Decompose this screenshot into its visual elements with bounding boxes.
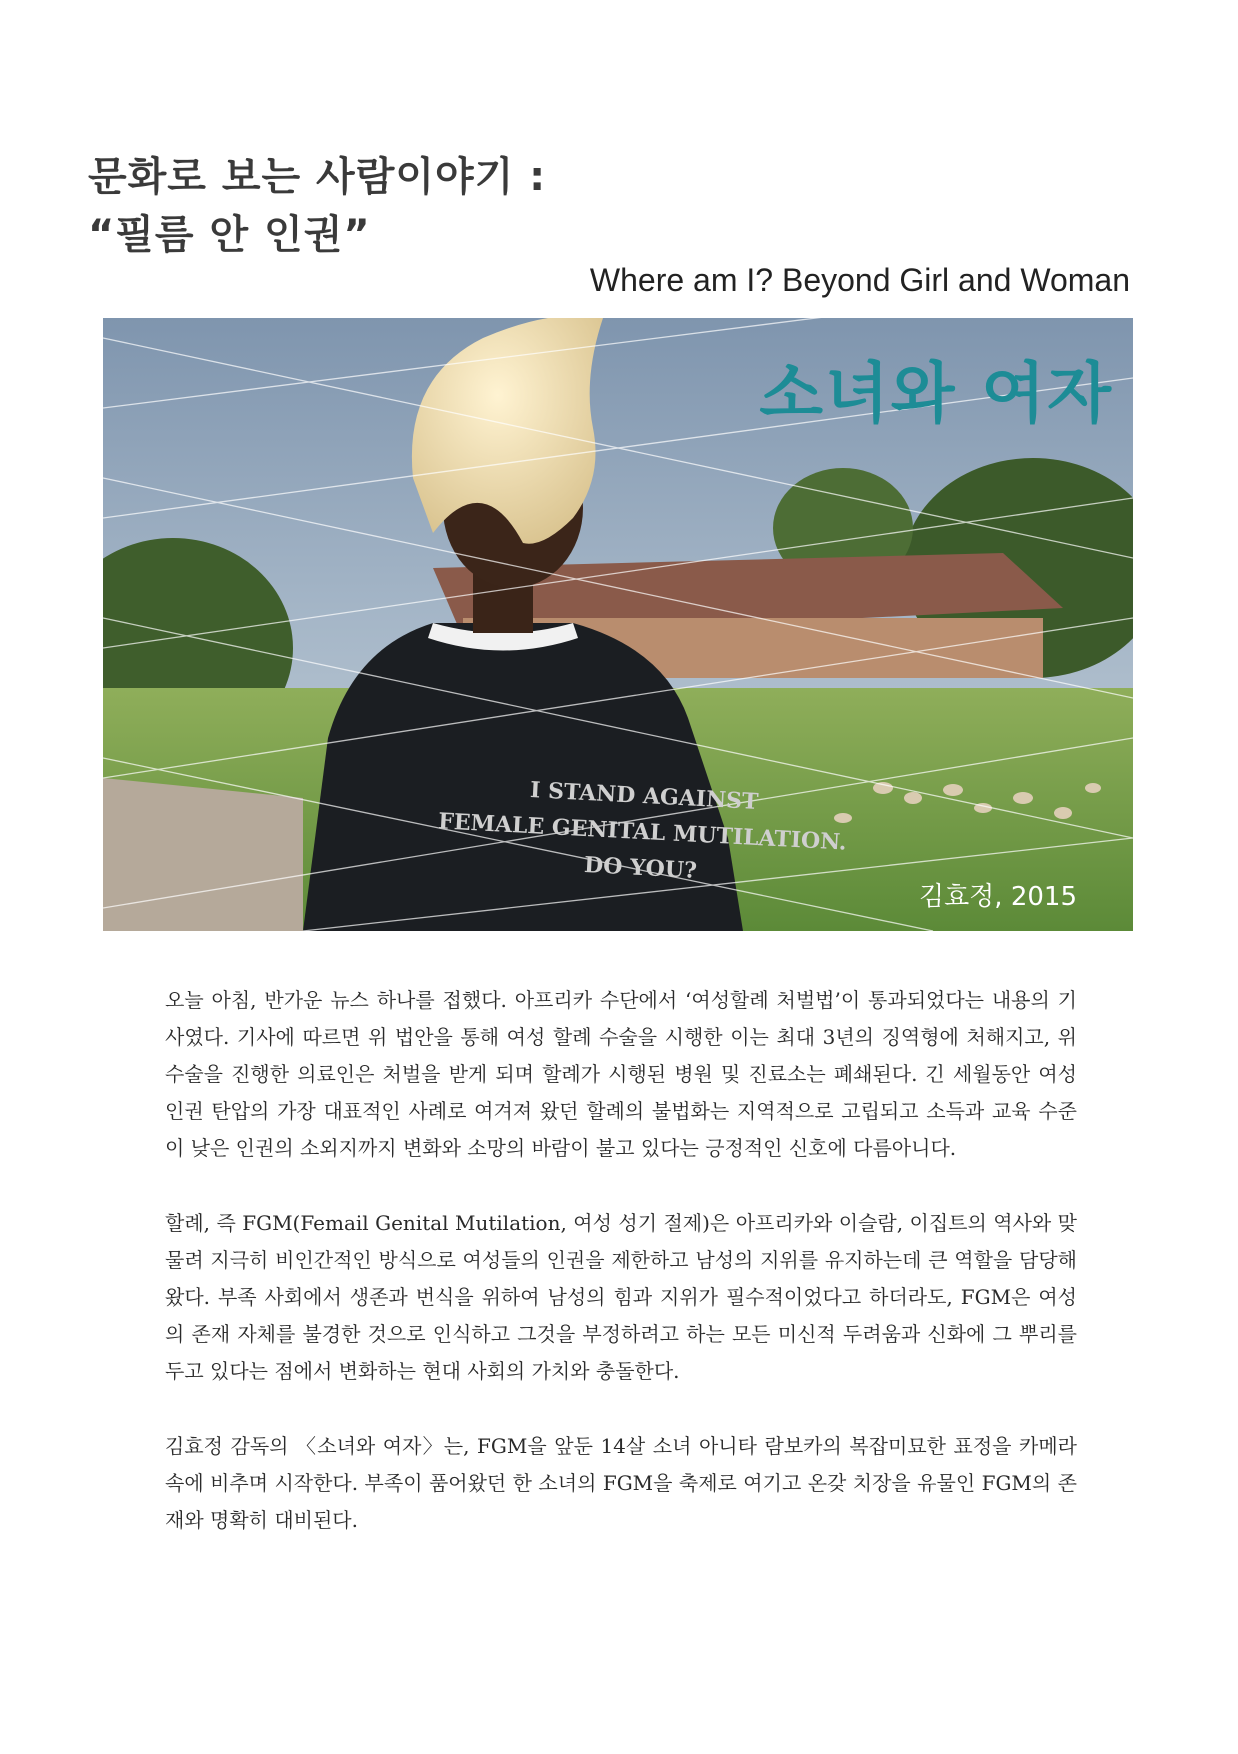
poster-credit: 김효정, 2015 (918, 882, 1077, 912)
shirt-line-1: I STAND AGAINST (529, 777, 760, 816)
film-title: 소녀와 여자 (759, 355, 1113, 432)
page-title (88, 148, 546, 264)
page-subtitle: Where am I? Beyond Girl and Woman (589, 262, 1130, 298)
paragraph-2: 할례, 즉 FGM(Femail Genital Mutilation, 여성 성기 절제)은 아프리카와 이슬람, 이집트의 역사와 맞물려 지극히 비인간적인 방식으로 여성들의 인권을 제한하고 남성의 지위를 유지하는데 큰 역할을 담당해 왔다. 부족 사회에서 생존과 번식을 위하여 남성의 힘과 지위가 필수적이었다고 하더라도, FGM은 여성의 존재 자체를 불경한 것으로 인식하고 그것을 부정하려고 하는 모든 미신적 두려움과 신화에 그 뿌리를 두고 있다는 점에서 변화하는 현대 사회의 가치와 충돌한다. (165, 1211, 1077, 1383)
shirt-slogan (435, 767, 849, 896)
shirt-line-3: DO YOU? (583, 852, 698, 884)
article-body (165, 982, 1077, 1577)
shirt-line-2: FEMALE GENITAL MUTILATION. (437, 808, 848, 856)
film-poster (103, 318, 1133, 931)
title-line-1: 문화로 보는 사람이야기 : (88, 154, 547, 200)
title-line-2: “필름 안 인권” (88, 212, 371, 258)
foreground-wall (103, 778, 303, 931)
paragraph-1: 오늘 아침, 반가운 뉴스 하나를 접했다. 아프리카 수단에서 ‘여성할례 처벌법’이 통과되었다는 내용의 기사였다. 기사에 따르면 위 법안을 통해 여성 할례 수술을 시행한 이는 최대 3년의 징역형에 처해지고, 위 수술을 진행한 의료인은 처벌을 받게 되며 할례가 시행된 병원 및 진료소는 폐쇄된다. 긴 세월동안 여성 인권 탄압의 가장 대표적인 사례로 여겨져 왔던 할례의 불법화는 지역적으로 고립되고 소득과 교육 수준이 낮은 인권의 소외지까지 변화와 소망의 바람이 불고 있다는 긍정적인 신호에 다름아니다. (165, 988, 1077, 1160)
paragraph-3: 김효정 감독의 〈소녀와 여자〉는, FGM을 앞둔 14살 소녀 아니타 람보카의 복잡미묘한 표정을 카메라 속에 비추며 시작한다. 부족이 품어왔던 한 소녀의 FGM을 축제로 여기고 온갖 치장을 유물인 FGM의 존재와 명확히 대비된다. (165, 1434, 1077, 1532)
